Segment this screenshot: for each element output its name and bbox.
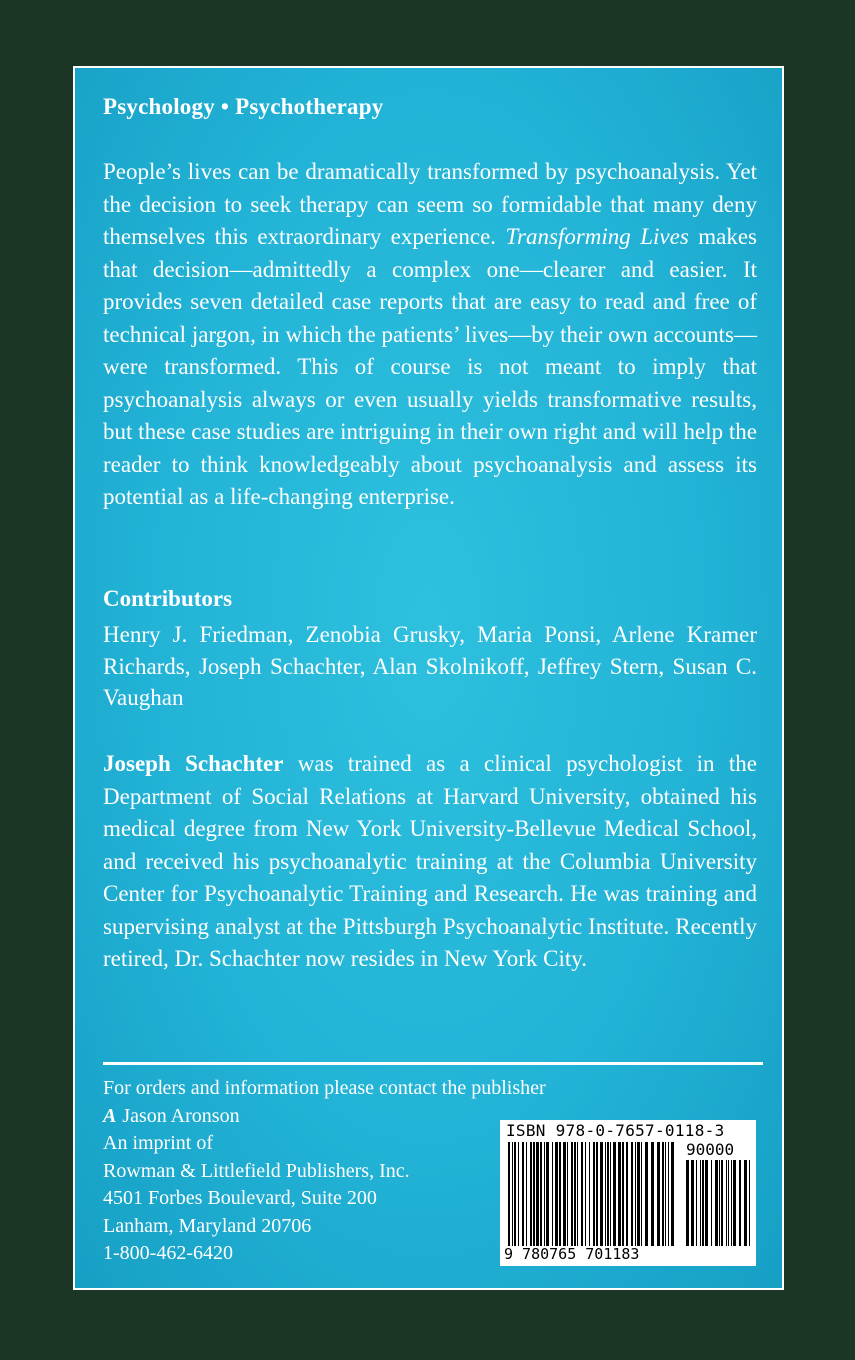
- publisher-address-1: 4501 Forbes Boulevard, Suite 200: [103, 1187, 377, 1209]
- author-bio-text: was trained as a clinical psychologist in the Department of Social Relations at Harvard University, obtained his medical degree from New York University-Bellevue Medical School, and received his psychoanalytic training at the Columbia University Center for Psychoanalytic Training and Research. He was training and supervising analyst at the Pittsburgh Psychoanalytic Institute. Recently retired, Dr. Schachter now resides in New York City.: [103, 751, 757, 971]
- barcode-digits: 9 780765 701183: [504, 1245, 640, 1263]
- author-name: Joseph Schachter: [103, 751, 284, 776]
- category-separator: •: [220, 94, 230, 119]
- barcode-main-icon: [508, 1142, 674, 1246]
- publisher-contact: For orders and information please contact the publisher: [103, 1077, 546, 1099]
- publisher-info: [103, 1075, 546, 1268]
- publisher-name-line: [103, 1103, 546, 1131]
- category-label: [103, 94, 383, 120]
- publisher-imprint: An imprint of: [103, 1132, 213, 1154]
- publisher-name: Jason Aronson: [122, 1104, 240, 1127]
- contributors-list: Henry J. Friedman, Zenobia Grusky, Maria Ponsi, Arlene Kramer Richards, Joseph Schachter, Alan Skolnikoff, Jeffrey Stern, Susan C. Vaughan: [103, 622, 757, 710]
- back-cover-panel: [73, 66, 784, 1290]
- barcode-block: [500, 1120, 756, 1266]
- divider-rule: [103, 1062, 763, 1065]
- price-code: 90000: [686, 1140, 735, 1159]
- barcode-addon-icon: [686, 1160, 750, 1246]
- author-bio: [103, 748, 757, 976]
- publisher-address-2: Lanham, Maryland 20706: [103, 1214, 312, 1237]
- publisher-parent: Rowman & Littlefield Publishers, Inc.: [103, 1159, 410, 1182]
- publisher-logo-icon: A: [103, 1104, 117, 1127]
- publisher-phone: 1-800-462-6420: [103, 1242, 233, 1264]
- description-part-1: People’s lives can be dramatically transformed by psychoanalysis. Yet the decision to seek therapy can seem so formidable that many deny themselves this extraordinary experience.: [103, 159, 757, 249]
- book-description: [103, 156, 757, 514]
- category-secondary: Psychotherapy: [235, 94, 384, 119]
- description-part-2: makes that decision—admittedly a complex one—clearer and easier. It provides seven detailed case reports that are easy to read and free of technical jargon, in which the patients’ lives—by their own accounts—were transformed. This of course is not meant to imply that psychoanalysis always or even usually yields transformative results, but these case studies are intriguing in their own right and will help the reader to think knowledgeably about psychoanalysis and assess its potential as a life-changing enterprise.: [103, 224, 757, 509]
- isbn-label: ISBN 978-0-7657-0118-3: [506, 1121, 725, 1140]
- category-primary: Psychology: [103, 94, 215, 119]
- contributors-heading: Contributors: [103, 586, 233, 611]
- book-title: Transforming Lives: [505, 224, 689, 249]
